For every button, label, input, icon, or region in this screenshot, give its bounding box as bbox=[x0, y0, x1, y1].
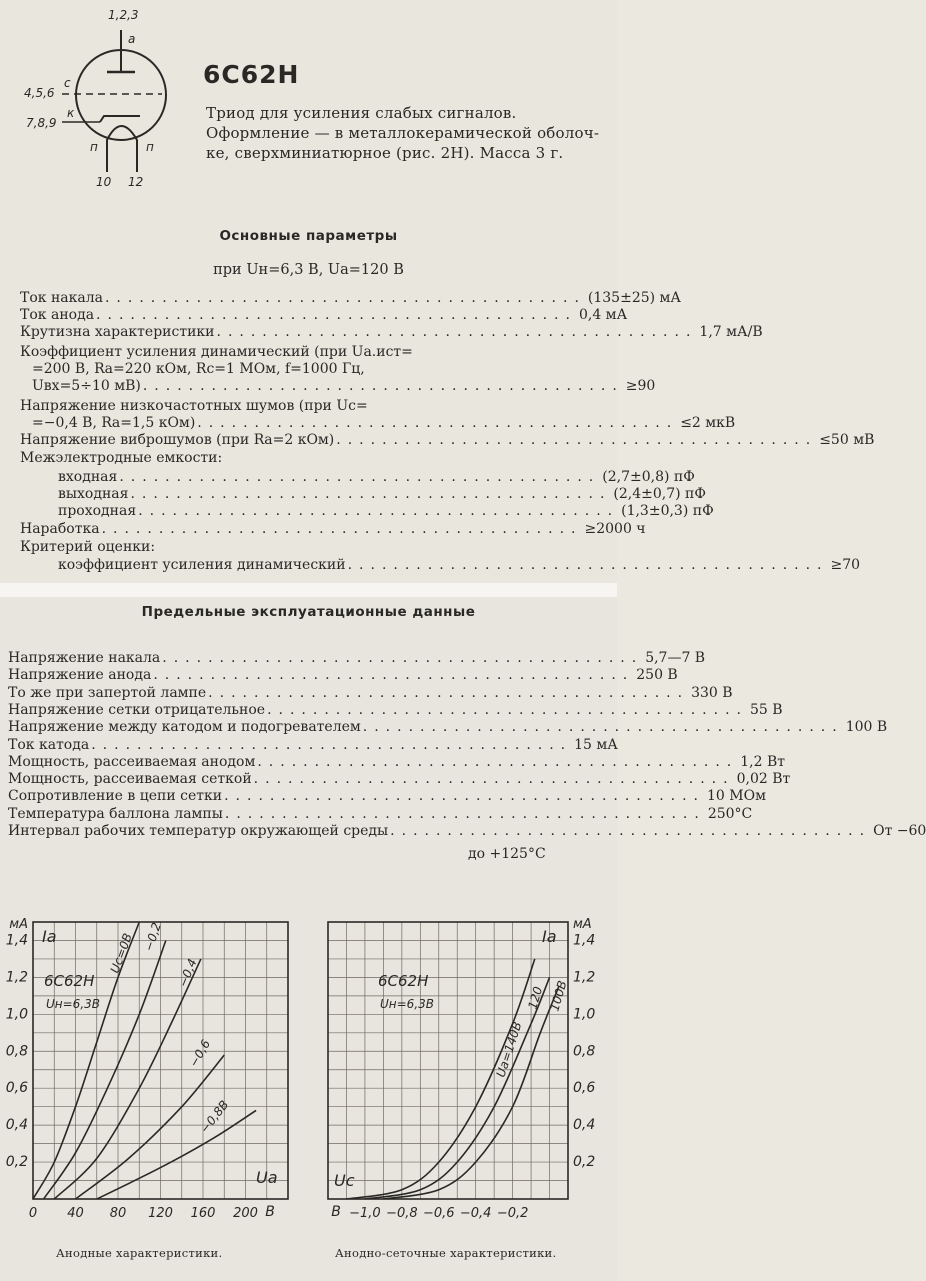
capacitance-heading: Межэлектродные емкости: bbox=[20, 450, 223, 466]
param-row-criterion: коэффициент усиления динамический .......................................... ≥70 bbox=[58, 557, 861, 573]
cathode-pin-numbers: 7,8,9 bbox=[26, 116, 57, 130]
x-tick-label: −0,2 bbox=[496, 1206, 529, 1221]
y-tick-label: 0,8 bbox=[573, 1043, 596, 1060]
limits-row-value: 15 мА bbox=[574, 736, 618, 753]
param-row-lifetime: Наработка .......................................... ≥2000 ч bbox=[20, 521, 646, 537]
limits-row-value: От −60 bbox=[873, 823, 926, 839]
series-curve bbox=[54, 956, 201, 1199]
dot-leader: .......................................... bbox=[390, 823, 872, 839]
x-tick-label: 40 bbox=[67, 1206, 84, 1221]
anode-pin-letter: а bbox=[128, 32, 136, 46]
y-tick-label: 1,0 bbox=[573, 1006, 596, 1023]
x-tick-label: −0,8 bbox=[386, 1206, 418, 1221]
series-label: −0,2 bbox=[141, 920, 164, 953]
limits-row-value: 1,2 Вт bbox=[740, 753, 786, 770]
param-row-transconductance: Крутизна характеристики .......................................... 1,7 мА/В bbox=[20, 324, 763, 340]
y-axis-label: Iа bbox=[42, 927, 57, 946]
param-row-heater-current: Ток накала .......................................... (135±25) мА bbox=[20, 290, 682, 306]
series-label: −0,6 bbox=[186, 1037, 214, 1070]
x-tick-label: −0,6 bbox=[422, 1206, 455, 1221]
param-row-noise: =−0,4 В, Rа=1,5 кОм) .......................................... ≤2 мкВ bbox=[32, 415, 736, 431]
chart1-caption: Анодные характеристики. bbox=[56, 1246, 223, 1260]
limits-row-value: 5,7—7 В bbox=[645, 650, 706, 666]
x-unit-label: В bbox=[331, 1204, 341, 1220]
heater-letter-left: п bbox=[90, 140, 98, 154]
param-row-vibro-noise: Напряжение виброшумов (при Rа=2 кОм) .......................................... ≤50 мВ bbox=[20, 432, 875, 448]
x-tick-label: 200 bbox=[233, 1206, 258, 1221]
limits-row-label: Напряжение сетки отрицательное bbox=[8, 701, 266, 718]
chart-title: 6С62Н bbox=[44, 972, 95, 990]
x-tick-label: 160 bbox=[190, 1206, 216, 1221]
dot-leader: .......................................... bbox=[267, 701, 748, 718]
y-tick-label: 0,2 bbox=[573, 1154, 596, 1171]
x-axis-label: Uс bbox=[334, 1171, 355, 1190]
heater-pin-right: 12 bbox=[128, 175, 144, 189]
limits-row-label: Температура баллона лампы bbox=[8, 805, 223, 822]
dot-leader: .......................................... bbox=[162, 650, 644, 666]
heater-filament bbox=[107, 126, 137, 172]
main-params-conditions: при Uн=6,3 В, Uа=120 В bbox=[213, 262, 404, 278]
dot-leader: .......................................... bbox=[224, 805, 706, 822]
limits-row-label: Напряжение между катодом и подогревателем bbox=[8, 719, 361, 736]
y-tick-label: 1,2 bbox=[573, 969, 596, 986]
limits-row bbox=[8, 736, 618, 754]
plot-frame bbox=[328, 922, 568, 1199]
x-tick-label: −0,4 bbox=[459, 1206, 492, 1221]
description-line-2: Оформление — в металлокерамической оболоч- bbox=[206, 124, 600, 142]
description-line-1: Триод для усиления слабых сигналов. bbox=[206, 104, 517, 122]
chart-title: 6С62Н bbox=[378, 972, 429, 990]
limits-row-label: Мощность, рассеиваемая анодом bbox=[8, 753, 256, 770]
limits-row bbox=[8, 753, 786, 771]
y-tick-label: 1,2 bbox=[5, 969, 28, 986]
y-unit-label: мА bbox=[9, 917, 28, 932]
limits-row-value: 0,02 Вт bbox=[736, 771, 791, 788]
anode-pin-numbers: 1,2,3 bbox=[108, 8, 139, 22]
limits-row-value: 330 В bbox=[691, 684, 733, 701]
x-tick-label: 120 bbox=[148, 1206, 173, 1221]
limits-row bbox=[8, 650, 706, 667]
limits-row-value: 55 В bbox=[749, 701, 783, 718]
capacitance-row-transfer: проходная .......................................... (1,3±0,3) пФ bbox=[58, 503, 714, 519]
tube-schematic bbox=[0, 0, 200, 200]
y-tick-label: 0,6 bbox=[573, 1080, 596, 1097]
dot-leader: .......................................... bbox=[153, 667, 635, 684]
y-tick-label: 0,4 bbox=[5, 1117, 28, 1134]
series-label: −0,4 bbox=[175, 956, 200, 990]
capacitance-row-output: выходная .......................................... (2,4±0,7) пФ bbox=[58, 486, 706, 502]
cathode-pin-letter: к bbox=[67, 106, 75, 120]
limits-heading: Предельные эксплуатационные данные bbox=[141, 604, 476, 620]
limits-row-value: 250°С bbox=[707, 805, 753, 822]
series-label: 100В bbox=[547, 979, 570, 1013]
limits-row-label: То же при запертой лампе bbox=[8, 684, 207, 701]
limits-row-value: 250 В bbox=[636, 667, 678, 684]
series-label: Uс=0В bbox=[107, 931, 135, 976]
x-tick-label: −1,0 bbox=[349, 1206, 381, 1221]
limits-row bbox=[8, 823, 926, 840]
y-unit-label: мА bbox=[573, 917, 592, 932]
heater-letter-right: п bbox=[146, 140, 154, 154]
param-row-anode-current: Ток анода .......................................... 0,4 мА bbox=[20, 307, 628, 323]
dot-leader: .......................................... bbox=[208, 684, 690, 701]
limits-row-label: Напряжение накала bbox=[8, 650, 161, 666]
grid-pin-numbers: 4,5,6 bbox=[24, 86, 55, 100]
x-axis-label: Uа bbox=[256, 1168, 278, 1187]
series-label: 120 bbox=[525, 984, 546, 1011]
limits-row-label: Ток катода bbox=[8, 736, 90, 753]
cathode-element bbox=[100, 116, 140, 122]
series-curve bbox=[97, 1110, 256, 1199]
chart-subtitle: Uн=6,3В bbox=[380, 997, 434, 1011]
limits-row bbox=[8, 805, 753, 823]
gain-line-1: Коэффициент усиления динамический (при Uа.ист= bbox=[20, 344, 413, 360]
param-row-gain: Uвх=5÷10 мВ) .......................................... ≥90 bbox=[32, 378, 656, 394]
limits-row bbox=[8, 788, 766, 805]
y-axis-label: Iа bbox=[542, 927, 557, 946]
y-tick-label: 0,2 bbox=[5, 1154, 28, 1171]
x-tick-label: 0 bbox=[28, 1206, 38, 1221]
heater-pin-left: 10 bbox=[96, 175, 112, 189]
main-params-heading: Основные параметры bbox=[219, 228, 398, 244]
limits-row-value: 100 В bbox=[845, 719, 888, 736]
capacitance-row-input: входная .......................................... (2,7±0,8) пФ bbox=[58, 469, 695, 485]
grid-pin-letter: с bbox=[64, 76, 71, 90]
limits-row-label: Сопротивление в цепи сетки bbox=[8, 788, 223, 805]
series-label: Uа=140В bbox=[493, 1020, 525, 1079]
y-tick-label: 0,4 bbox=[573, 1117, 596, 1134]
limits-row-label: Напряжение анода bbox=[8, 667, 152, 684]
limits-row bbox=[8, 684, 733, 702]
dot-leader: .......................................... bbox=[257, 753, 739, 770]
dot-leader: .......................................... bbox=[91, 736, 573, 753]
limits-last-value-line-2: до +125°С bbox=[468, 846, 546, 862]
dot-leader: .......................................... bbox=[224, 788, 706, 805]
grid-characteristics-chart bbox=[308, 890, 617, 1240]
gain-line-2: =200 В, Rа=220 кОм, Rс=1 МОм, f=1000 Гц, bbox=[32, 361, 365, 377]
limits-row-label: Мощность, рассеиваемая сеткой bbox=[8, 771, 252, 788]
noise-line-1: Напряжение низкочастотных шумов (при Uс= bbox=[20, 398, 368, 414]
page-gap bbox=[0, 583, 617, 597]
limits-row bbox=[8, 667, 678, 684]
y-tick-label: 1,4 bbox=[573, 932, 596, 949]
tube-symbol-svg bbox=[0, 0, 200, 200]
y-tick-label: 0,6 bbox=[5, 1080, 28, 1097]
description-line-3: ке, сверхминиатюрное (рис. 2Н). Масса 3 г. bbox=[206, 144, 564, 162]
x-tick-label: 80 bbox=[109, 1206, 127, 1221]
y-tick-label: 1,4 bbox=[5, 932, 28, 949]
chart-subtitle: Uн=6,3В bbox=[46, 997, 100, 1011]
y-tick-label: 0,8 bbox=[5, 1043, 28, 1060]
anode-characteristics-chart bbox=[0, 890, 300, 1240]
criterion-heading: Критерий оценки: bbox=[20, 539, 156, 555]
limits-row bbox=[8, 719, 888, 736]
limits-row bbox=[8, 701, 783, 719]
x-unit-label: В bbox=[265, 1204, 275, 1220]
dot-leader: .......................................... bbox=[362, 719, 844, 736]
dot-leader: .......................................... bbox=[253, 771, 735, 788]
limits-row bbox=[8, 771, 791, 788]
limits-row-value: 10 МОм bbox=[707, 788, 766, 805]
series-label: −0,8В bbox=[197, 1097, 232, 1136]
limits-row-label: Интервал рабочих температур окружающей среды bbox=[8, 823, 389, 839]
tube-title: 6С62Н bbox=[203, 60, 300, 89]
chart2-caption: Анодно-сеточные характеристики. bbox=[335, 1246, 557, 1260]
y-tick-label: 1,0 bbox=[5, 1006, 28, 1023]
